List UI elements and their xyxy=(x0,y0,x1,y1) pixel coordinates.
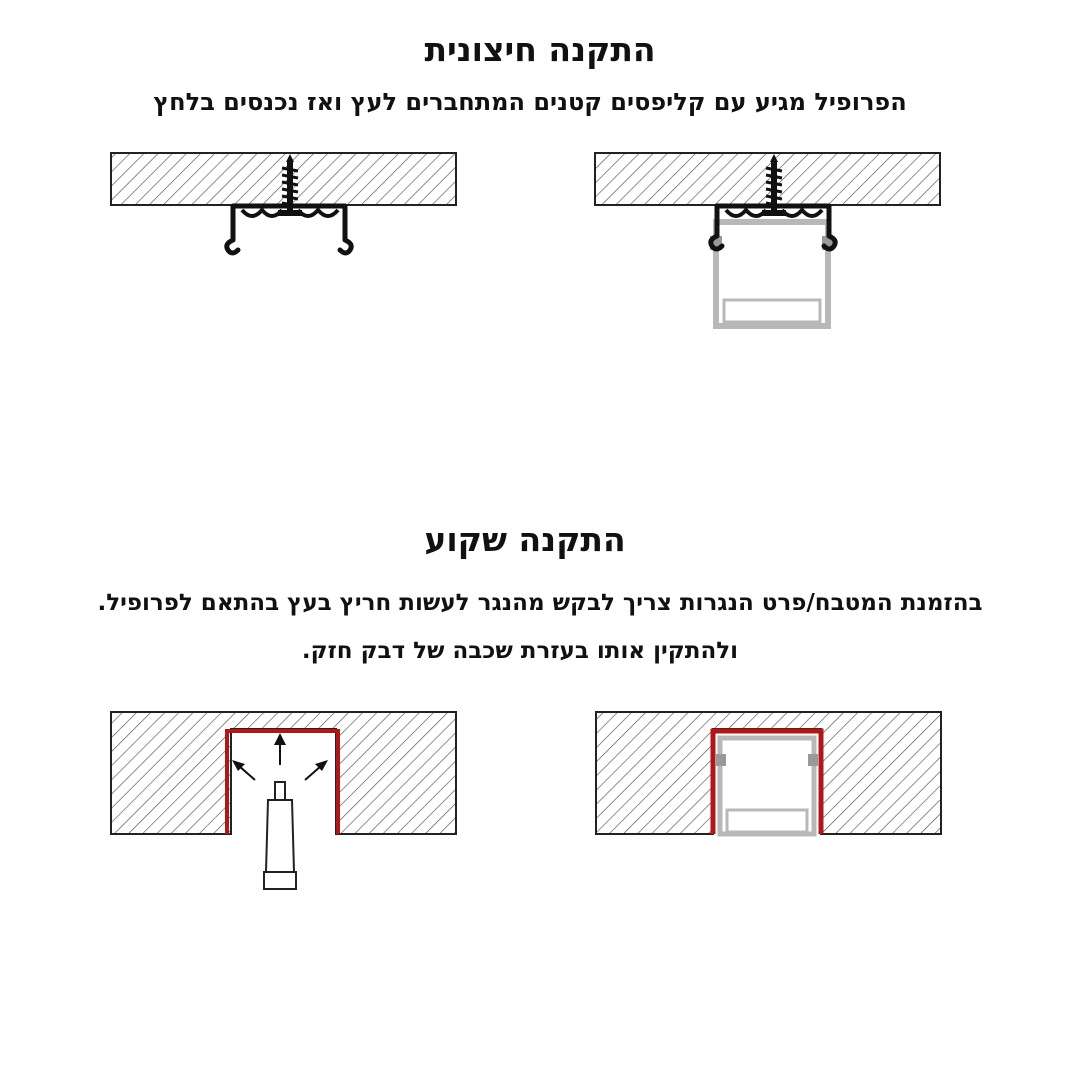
arrow-icon xyxy=(274,733,286,765)
arrow-icon xyxy=(232,760,255,780)
surface-clip-diagram xyxy=(111,153,456,253)
aluminum-profile xyxy=(710,222,834,326)
surface-mount-subtitle: הפרופיל מגיע עם קליפסים קטנים המתחברים לעץ ואז נכנסים בלחץ xyxy=(153,88,907,116)
recessed-glue-diagram xyxy=(111,712,456,889)
arrow-icon xyxy=(305,760,328,780)
recessed-description-line-1: בהזמנת המטבח/פרט הנגרות צריך לבקש מהנגר לעשות חריץ בעץ בהתאם לפרופיל. xyxy=(97,590,983,616)
recessed-mount-title: התקנה שקוע xyxy=(424,520,626,559)
recessed-profile-diagram xyxy=(596,712,941,834)
glue-tube-icon xyxy=(264,782,296,889)
recessed-description-line-2: ולהתקין אותו בעזרת שכבה של דבק חזק. xyxy=(301,638,739,664)
surface-mount-title: התקנה חיצונית xyxy=(424,30,656,69)
surface-profile-diagram xyxy=(595,153,940,326)
aluminum-profile xyxy=(716,738,818,834)
